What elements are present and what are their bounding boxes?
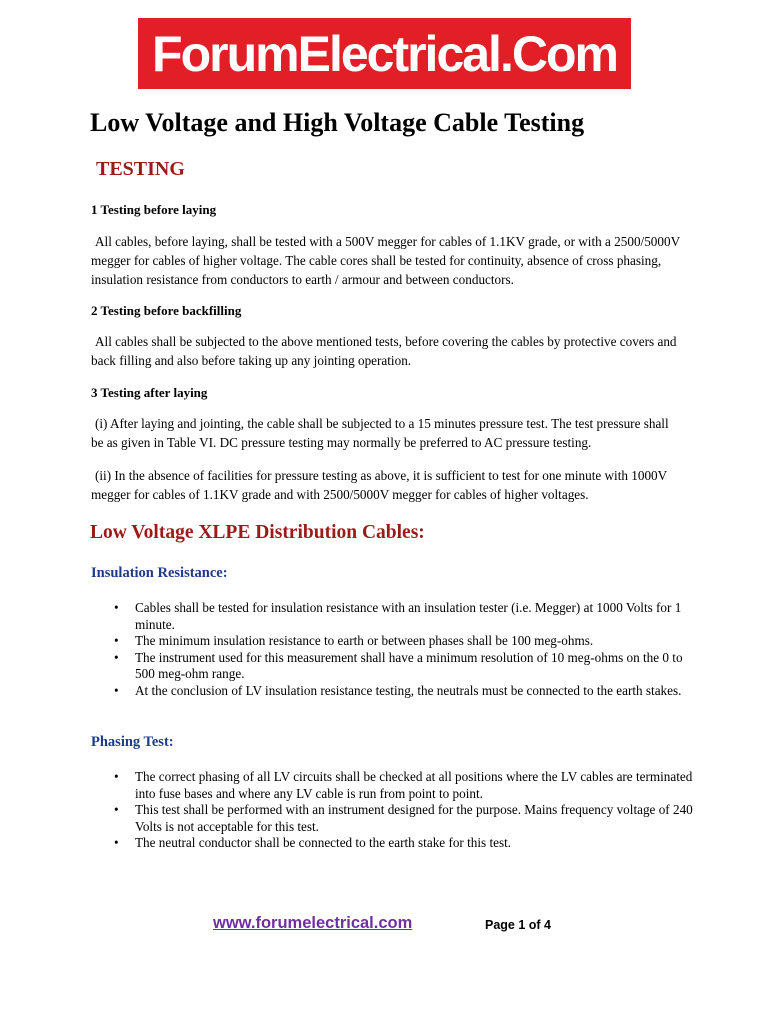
heading-phasing-test: Phasing Test: — [91, 734, 174, 750]
phasing-test-list — [114, 769, 695, 852]
paragraph-pressure-test: (i) After laying and jointing, the cable shall be subjected to a 15 minutes pressure test. The test pressure shall be as given in Table VI. DC pressure testing may normally be preferred to AC pressure testing. — [91, 416, 669, 450]
list-item: • This test shall be performed with an instrument designed for the purpose. Mains frequency voltage of 240 Volts is not acceptable for this test. — [135, 802, 695, 835]
footer-website-link[interactable]: www.forumelectrical.com — [213, 914, 413, 932]
paragraph-testing-before-backfilling: All cables shall be subjected to the above mentioned tests, before covering the cables by protective covers and back filling and also before taking up any jointing operation. — [91, 334, 677, 368]
list-item: • At the conclusion of LV insulation resistance testing, the neutrals must be connected to the earth stakes. — [135, 683, 695, 700]
section-title-testing: TESTING — [96, 158, 185, 180]
site-logo — [138, 18, 631, 89]
list-item: • The correct phasing of all LV circuits shall be checked at all positions where the LV cables are terminated into fuse bases and where any LV cable is run from point to point. — [135, 769, 695, 802]
insulation-resistance-list — [114, 600, 695, 699]
list-item: • The neutral conductor shall be connected to the earth stake for this test. — [135, 835, 695, 852]
page-number: Page 1 of 4 — [485, 918, 551, 932]
subheading-testing-before-backfilling: 2 Testing before backfilling — [91, 303, 242, 318]
heading-insulation-resistance: Insulation Resistance: — [91, 565, 228, 581]
subheading-testing-before-laying: 1 Testing before laying — [91, 202, 217, 217]
document-title: Low Voltage and High Voltage Cable Testing — [90, 108, 585, 137]
subheading-testing-after-laying: 3 Testing after laying — [91, 385, 208, 400]
list-item: • The minimum insulation resistance to earth or between phases shall be 100 meg-ohms. — [135, 633, 695, 650]
heading-lv-xlpe-cables: Low Voltage XLPE Distribution Cables: — [90, 522, 425, 543]
list-item: • Cables shall be tested for insulation resistance with an insulation tester (i.e. Megger) at 1000 Volts for 1 minute. — [135, 600, 695, 633]
paragraph-megger-test: (ii) In the absence of facilities for pressure testing as above, it is sufficient to test for one minute with 1000V megger for cables of 1.1KV grade and with 2500/5000V megger for cables of higher voltages. — [91, 468, 667, 502]
logo-text: ForumElectrical.Com — [152, 25, 617, 82]
list-item: • The instrument used for this measurement shall have a minimum resolution of 10 meg-ohms on the 0 to 500 meg-ohm range. — [135, 650, 695, 683]
paragraph-testing-before-laying: All cables, before laying, shall be tested with a 500V megger for cables of 1.1KV grade, or with a 2500/5000V megger for cables of higher voltage. The cable cores shall be tested for continuity, absence of cross phasing, insulation resistance from conductors to earth / armour and between conductors. — [91, 234, 680, 287]
